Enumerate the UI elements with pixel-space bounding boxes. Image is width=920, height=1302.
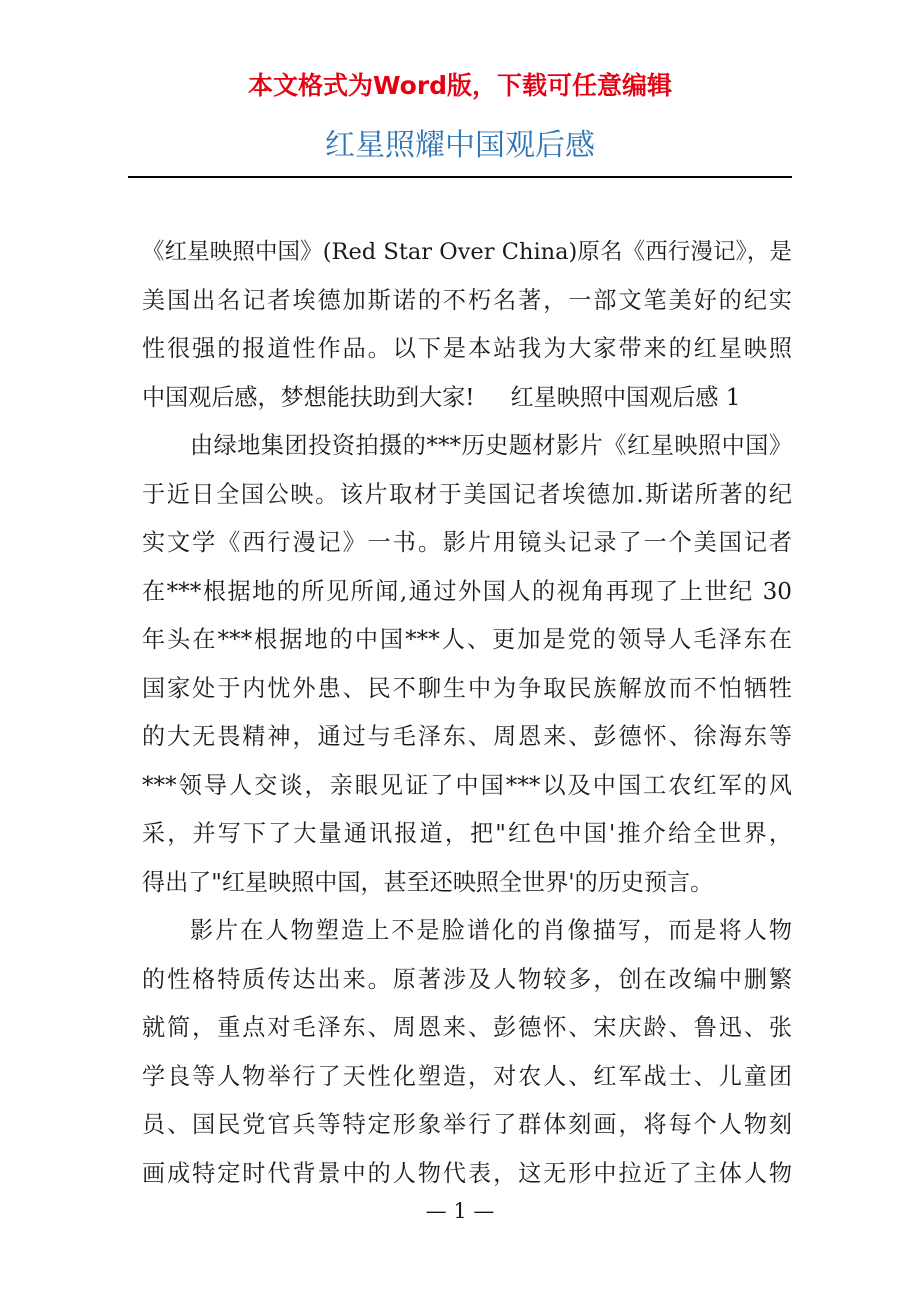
paragraph-2-line-1: 由绿地集团投资拍摄的***历史题材影片《红星映照中国》 — [190, 433, 792, 459]
paragraph-2-line-4: 在***根据地的所见所闻,通过外国人的视角再现了上世纪 30 — [142, 578, 792, 605]
paragraph-1-line-2: 美国出名记者埃德加斯诺的不朽名著，一部文笔美好的纪实 — [142, 287, 792, 314]
document-title: 红星照耀中国观后感 — [325, 128, 595, 163]
paragraph-1-line-1: 《红星映照中国》(Red Star Over China)原名《西行漫记》，是 — [142, 239, 792, 265]
paragraph-2-line-6: 国家处于内忧外患、民不聊生中为争取民族解放而不怕牺牲 — [142, 675, 792, 702]
paragraph-1-closing-text: 中国观后感，梦想能扶助到大家! — [142, 384, 475, 411]
paragraph-2-line-3: 实文学《西行漫记》一书。影片用镜头记录了一个美国记者 — [142, 530, 792, 556]
paragraph-3-line-4: 学良等人物举行了天性化塑造，对农人、红军战士、儿童团 — [142, 1063, 792, 1090]
paragraph-1-line-4 — [142, 374, 792, 423]
paragraph-2-line-9: 采，并写下了大量通讯报道，把"红色中国'推介给全世界， — [142, 821, 792, 847]
paragraph-3-line-5: 员、国民党官兵等特定形象举行了群体刻画，将每个人物刻 — [142, 1112, 792, 1138]
section-heading-1: 红星映照中国观后感 1 — [510, 384, 741, 411]
paragraph-2-line-10: 得出了"红星映照中国，甚至还映照全世界'的历史预言。 — [142, 869, 714, 896]
editable-format-notice: 本文格式为Word版，下载可任意编辑 — [247, 71, 673, 100]
paragraph-2-line-7: 的大无畏精神，通过与毛泽东、周恩来、彭德怀、徐海东等 — [142, 724, 792, 750]
paragraph-3-line-1: 影片在人物塑造上不是脸谱化的肖像描写，而是将人物 — [190, 918, 792, 944]
paragraph-3-line-3: 就简，重点对毛泽东、周恩来、彭德怀、宋庆龄、鲁迅、张 — [142, 1015, 792, 1041]
paragraph-2-line-2: 于近日全国公映。该片取材于美国记者埃德加.斯诺所著的纪 — [142, 481, 792, 508]
page-number: — 1 — — [425, 1199, 495, 1223]
title-divider — [128, 176, 792, 178]
paragraph-2-line-8: ***领导人交谈，亲眼见证了中国***以及中国工农红军的风 — [142, 772, 792, 799]
paragraph-3-line-6: 画成特定时代背景中的人物代表，这无形中拉近了主体人物 — [142, 1160, 792, 1187]
paragraph-2-line-5: 年头在***根据地的中国***人、更加是党的领导人毛泽东在 — [142, 627, 792, 653]
paragraph-1-line-3: 性很强的报道性作品。以下是本站我为大家带来的红星映照 — [142, 336, 792, 362]
document-body — [142, 228, 792, 1198]
paragraph-3-line-2: 的性格特质传达出来。原著涉及人物较多，创在改编中删繁 — [142, 966, 792, 993]
